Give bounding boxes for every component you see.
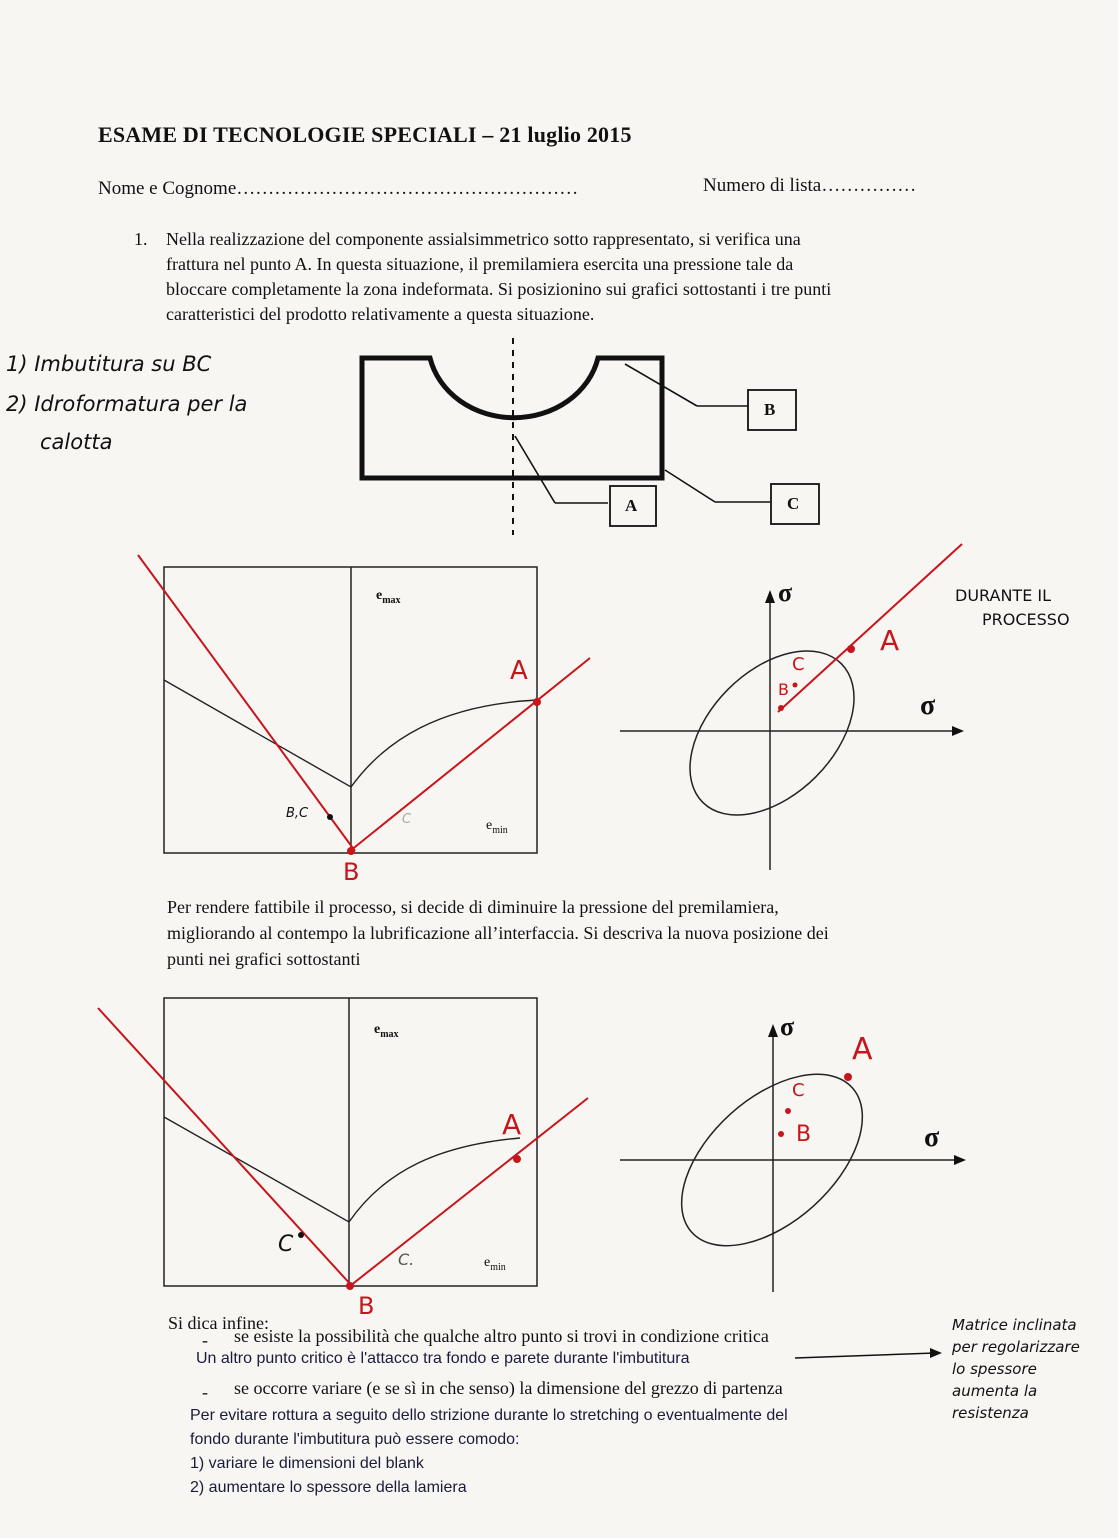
fld1-label-bc: B,C — [286, 806, 309, 821]
fld2-point-a — [513, 1155, 521, 1163]
fld1-emin-label — [486, 818, 508, 836]
fld2-emax-letter: e — [374, 1022, 381, 1037]
question-1 — [134, 227, 1024, 327]
fld1-label-c: C — [402, 812, 412, 827]
fld2-emax-label — [374, 1022, 399, 1040]
sigma2-y-arrow — [768, 1024, 778, 1037]
fld2-emax-sub: max — [380, 1028, 399, 1040]
fld1-emax-sub: max — [382, 594, 401, 606]
fld1-point-a — [533, 698, 541, 706]
handwritten-note-2: 2) Idroformatura per la — [6, 392, 248, 416]
component-label-a: A — [625, 496, 638, 515]
paragraph-2-line-3: punti nei grafici sottostanti — [167, 949, 361, 969]
final-answer-2 — [190, 1404, 788, 1500]
handwritten-during-2: PROCESSO — [982, 610, 1070, 629]
list-number-label: Numero di lista…………… — [703, 175, 917, 196]
fld1-label-a: A — [510, 656, 528, 686]
fld1-emax-label — [376, 588, 401, 606]
handwritten-right-line-2: per regolarizzare — [952, 1338, 1080, 1356]
component-label-c: C — [787, 494, 800, 513]
final-answer-2-line-1: Per evitare rottura a seguito dello strizione durante lo stretching o eventualmente del — [190, 1407, 788, 1424]
fld2-point-c — [298, 1232, 304, 1238]
fld1-point-b — [347, 847, 355, 855]
exam-title: ESAME DI TECNOLOGIE SPECIALI – 21 luglio 2015 — [98, 122, 632, 147]
sigma2-label-b: B — [796, 1122, 812, 1147]
leader-a-1 — [515, 436, 555, 503]
fld1-emin-sub: min — [492, 824, 508, 836]
final-dash-1: - — [202, 1330, 208, 1350]
fld1-point-c — [327, 814, 333, 820]
handwritten-during-1: DURANTE IL — [955, 586, 1052, 605]
component-label-b: B — [764, 400, 776, 419]
fld1-red-line-right — [350, 658, 590, 851]
fld1-red-line-left — [138, 555, 355, 851]
fld-chart-1 — [138, 555, 590, 855]
final-answer-2-line-3: 1) variare le dimensioni del blank — [190, 1455, 424, 1472]
final-intro: Si dica infine: — [168, 1313, 269, 1333]
sigma2-x-arrow — [954, 1155, 966, 1165]
sigma1-label-c: C — [792, 654, 805, 675]
sigma2-point-c — [785, 1108, 791, 1114]
sigma1-label-b: B — [778, 680, 789, 699]
handwritten-note-3: calotta — [40, 430, 113, 454]
sigma2-point-a — [844, 1073, 852, 1081]
sigma-chart-2 — [620, 1024, 966, 1292]
handwritten-right-line-1: Matrice inclinata — [952, 1316, 1077, 1334]
name-field-label: Nome e Cognome……………………………………………… — [98, 178, 579, 199]
sigma1-point-b — [778, 705, 784, 711]
final-bullet-1: se esiste la possibilità che qualche altro punto si trovi in condizione critica — [234, 1326, 769, 1346]
fld2-label-b: B — [358, 1292, 375, 1320]
question-line-4: caratteristici del prodotto relativamente a questa situazione. — [166, 304, 595, 324]
handwritten-right-line-4: aumenta la — [952, 1382, 1038, 1400]
fld1-emin-letter: e — [486, 818, 493, 833]
component-diagram — [362, 338, 819, 535]
answer-arrow — [795, 1348, 942, 1358]
fld2-label-c2: C. — [398, 1250, 415, 1269]
fld2-emin-letter: e — [484, 1255, 491, 1270]
paragraph-2-line-1: Per rendere fattibile il processo, si decide di diminuire la pressione del premilamiera, — [167, 897, 779, 917]
fld2-red-line-left — [98, 1008, 352, 1286]
fld2-emin-label — [484, 1255, 506, 1273]
paragraph-2 — [167, 894, 1027, 972]
final-bullet-2: se occorre variare (e se sì in che senso) la dimensione del grezzo di partenza — [234, 1378, 783, 1398]
sigma2-label-a: A — [852, 1032, 873, 1067]
sigma1-point-c — [793, 683, 798, 688]
fld2-label-a: A — [502, 1108, 522, 1141]
fld1-label-b: B — [343, 858, 360, 886]
sigma1-y-label: σ — [778, 578, 793, 607]
fld2-label-c: C — [278, 1232, 294, 1257]
fld2-forming-limit-curve — [164, 1117, 520, 1222]
question-line-2: frattura nel punto A. In questa situazione, il premilamiera esercita una pressione tale da — [166, 254, 794, 274]
sigma1-x-label: σ — [920, 690, 936, 721]
sigma1-point-a — [847, 645, 855, 653]
fld2-point-b — [346, 1282, 354, 1290]
final-dash-2: - — [202, 1382, 208, 1402]
fld2-emin-sub: min — [490, 1261, 506, 1273]
sigma2-label-c: C — [792, 1080, 805, 1101]
sigma1-yield-ellipse — [659, 620, 885, 846]
sigma2-x-label: σ — [924, 1122, 940, 1153]
question-number: 1. — [134, 229, 148, 249]
question-line-3: bloccare completamente la zona indeformata. Si posizionino sui grafici sottostanti i tre punti — [166, 279, 832, 299]
handwritten-right-note — [952, 1314, 1112, 1424]
paragraph-2-line-2: migliorando al contempo la lubrificazione all’interfaccia. Si descriva la nuova posizione dei — [167, 923, 829, 943]
sigma2-point-b — [778, 1131, 784, 1137]
final-answer-2-line-4: 2) aumentare lo spessore della lamiera — [190, 1479, 467, 1496]
final-answer-2-line-2: fondo durante l'imbutitura può essere comodo: — [190, 1431, 520, 1448]
sigma1-label-a: A — [880, 624, 900, 657]
handwritten-note-1: 1) Imbutitura su BC — [6, 352, 212, 376]
fld-chart-2 — [98, 998, 588, 1290]
question-line-1: Nella realizzazione del componente assialsimmetrico sotto rappresentato, si verifica una — [166, 229, 801, 249]
final-answer-1: Un altro punto critico è l'attacco tra fondo e parete durante l'imbutitura — [196, 1350, 690, 1367]
fld1-emax-letter: e — [376, 588, 383, 603]
fld2-red-line-right — [350, 1098, 588, 1286]
sigma1-y-arrow — [765, 590, 775, 603]
leader-c-1 — [665, 470, 715, 502]
handwritten-right-line-3: lo spessore — [952, 1360, 1037, 1378]
sigma1-red-path — [778, 544, 962, 712]
sigma2-y-label: σ — [780, 1012, 795, 1041]
handwritten-right-line-5: resistenza — [952, 1404, 1029, 1422]
sigma1-x-arrow — [952, 726, 964, 736]
